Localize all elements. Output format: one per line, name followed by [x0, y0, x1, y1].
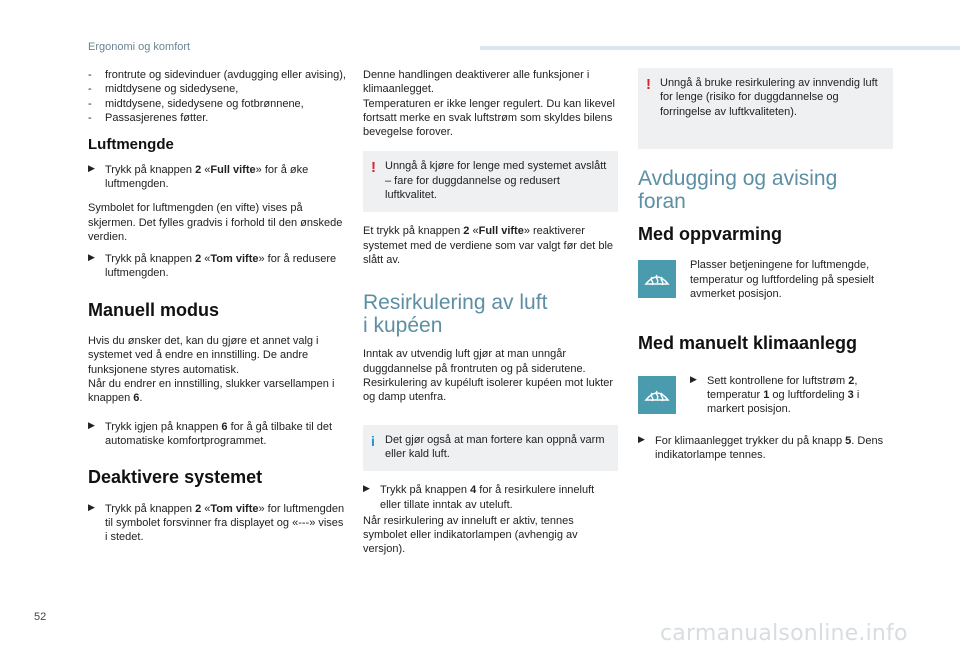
heading-avdugging: Avdugging og avising foran: [638, 166, 838, 213]
info-icon: i: [371, 432, 375, 449]
watermark: carmanualsonline.info: [660, 621, 908, 646]
heating-text: Plasser betjeningene for luftmengde, temperatur og luftfordeling på spesielt avmerket posisjon.: [690, 259, 875, 301]
warning-box: ! Unngå å bruke resirkulering av innvendig luft for lenge (risiko for duggdannelse og forringelse av luftkvaliteten).: [638, 68, 893, 149]
arrow-bullet-icon: ▶: [88, 419, 95, 430]
windscreen-defrost-icon: [638, 376, 676, 414]
heading-resirkulering: Resirkulering av luft i kupéen: [363, 291, 548, 338]
heading-deaktivere: Deaktivere systemet: [88, 467, 263, 488]
step-increase-airflow: ▶ Trykk på knappen 2 «Full vifte» for å øke luftmengden.: [88, 162, 309, 190]
section-title: Ergonomi og komfort: [88, 41, 191, 53]
paragraph-recirculation: Inntak av utvendig luft gjør at man unngår duggdannelse på frontruten og på siderutene. Resirkulering av kupéluft isolerer kupéen mot lukter og damp utenfra.: [363, 348, 614, 404]
arrow-bullet-icon: ▶: [690, 373, 697, 384]
paragraph-reactivate: Et trykk på knappen 2 «Full vifte» reaktiverer systemet med de verdiene som var valgt før det ble slått av.: [363, 225, 614, 266]
paragraph-recirculation-indicator: Når resirkulering av inneluft er aktiv, tennes symbolet eller indikatorlampen (avhengig av versjon).: [363, 514, 578, 556]
column-1: [88, 68, 348, 555]
list-item: - midtdysene, sidedysene og fotbrønnene,: [88, 97, 348, 111]
arrow-bullet-icon: ▶: [88, 252, 95, 263]
paragraph-manual-mode: Hvis du ønsker det, kan du gjøre et annet valg i systemet ved å endre en innstilling. De andre funksjonene styres automatisk. Når du endrer en innstilling, slukker varsellampen i knappen 6.: [88, 335, 335, 405]
warning-exclamation-icon: !: [371, 159, 376, 177]
manual-ac-instruction: [638, 374, 893, 418]
step-deactivate: ▶ Trykk på knappen 2 «Tom vifte» for luftmengden til symbolet forsvinner fra displayet og «---» vises i stedet.: [88, 501, 345, 544]
step-ac-button: ▶ For klimaanlegget trykker du på knapp 5. Dens indikatorlampe tennes.: [638, 433, 884, 462]
windscreen-defrost-icon: [638, 260, 676, 298]
heating-instruction: [638, 258, 893, 302]
list-item: - midtdysene og sidedysene,: [88, 82, 348, 96]
column-2: [363, 68, 618, 565]
column-3: [638, 68, 893, 472]
step-decrease-airflow: ▶ Trykk på knappen 2 «Tom vifte» for å redusere luftmengden.: [88, 252, 337, 280]
page-number: 52: [34, 611, 47, 623]
paragraph-deactivation: Denne handlingen deaktiverer alle funksjoner i klimaanlegget. Temperaturen er ikke lenger regulert. Du kan likevel fortsatt merke en svak luftstrøm som skyldes bilens bevegelse forover.: [363, 69, 615, 139]
list-item: - frontrute og sidevinduer (avdugging eller avising),: [88, 68, 348, 82]
list-item: - Passasjerenes føtter.: [88, 111, 348, 125]
header-bar: [480, 46, 960, 50]
heading-med-oppvarming: Med oppvarming: [638, 224, 783, 245]
info-box: i Det gjør også at man fortere kan oppnå varm eller kald luft.: [363, 425, 618, 472]
arrow-bullet-icon: ▶: [88, 501, 95, 512]
vent-list: [88, 68, 348, 125]
step-set-controls: ▶ Sett kontrollene for luftstrøm 2, temperatur 1 og luftfordeling 3 i markert posisjon.: [690, 373, 860, 416]
heading-manuelt-klimaanlegg: Med manuelt klimaanlegg: [638, 333, 858, 354]
warning-exclamation-icon: !: [646, 76, 651, 93]
warning-box: ! Unngå å kjøre for lenge med systemet avslått – fare for duggdannelse og redusert luftkvalitet.: [363, 151, 618, 212]
arrow-bullet-icon: ▶: [88, 162, 95, 173]
heading-manuell-modus: Manuell modus: [88, 299, 220, 320]
step-recirculate: ▶ Trykk på knappen 4 for å resirkulere inneluft eller tillate inntak av uteluft.: [363, 483, 595, 511]
heading-luftmengde: Luftmengde: [88, 136, 174, 154]
paragraph-airflow-symbol: Symbolet for luftmengden (en vifte) vises på skjermen. Det fylles gradvis i forhold til den ønskede verdien.: [88, 202, 343, 243]
arrow-bullet-icon: ▶: [638, 433, 645, 444]
arrow-bullet-icon: ▶: [363, 483, 370, 494]
step-return-auto: ▶ Trykk igjen på knappen 6 for å gå tilbake til det automatiske komfortprogrammet.: [88, 419, 333, 447]
